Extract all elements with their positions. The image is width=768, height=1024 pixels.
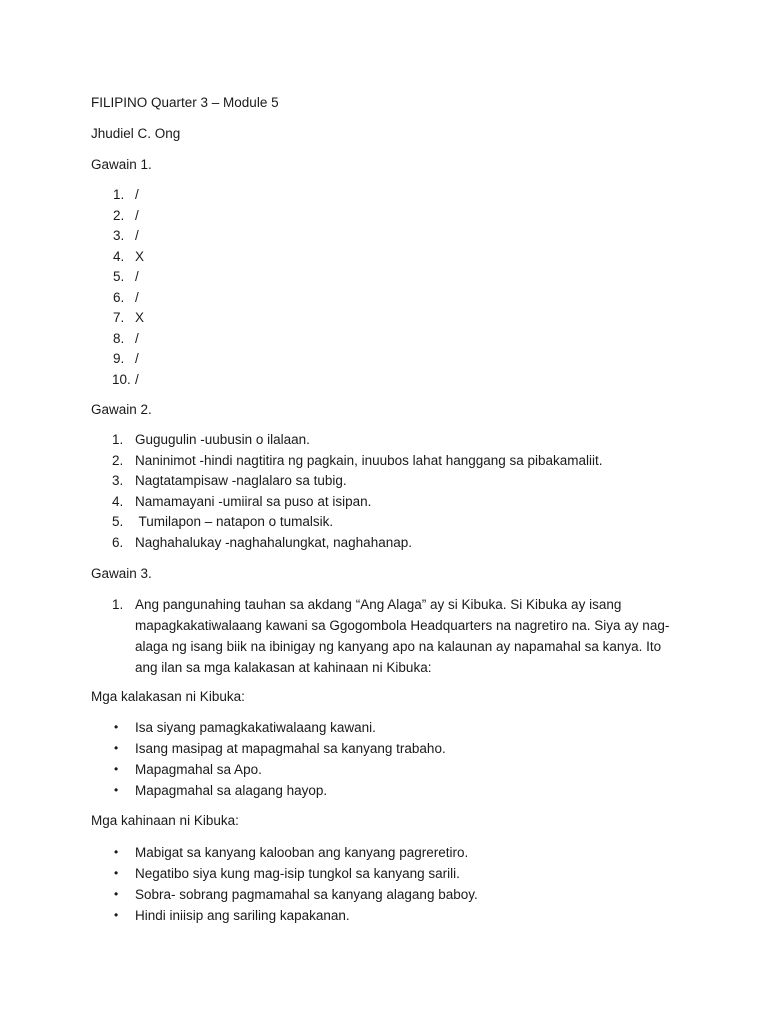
- list-item: 8. /: [113, 330, 139, 346]
- document-title: FILIPINO Quarter 3 – Module 5: [91, 95, 279, 110]
- list-item: 1. /: [113, 187, 139, 202]
- kahinaan-heading: Mga kahinaan ni Kibuka:: [91, 813, 239, 828]
- gawain3-list: [91, 594, 685, 678]
- list-item: 2. Naninimot -hindi nagtitira ng pagkain, inuubos lahat hanggang sa pibakamaliit.: [112, 452, 603, 468]
- list-item: 6. Naghahalukay -naghahalungkat, naghahanap.: [112, 534, 412, 550]
- list-item: • Negatibo siya kung mag-isip tungkol sa kanyang sarili.: [114, 866, 460, 881]
- kalakasan-list: [91, 717, 446, 801]
- list-item: 4. Namamayani -umiiral sa puso at isipan.: [112, 493, 372, 509]
- kahinaan-list: [91, 842, 478, 926]
- list-item: 4. X: [113, 248, 145, 264]
- list-item: 1. Gugugulin -uubusin o ilalaan.: [112, 432, 310, 447]
- gawain2-heading: Gawain 2.: [91, 402, 152, 417]
- list-item: • Mabigat sa kanyang kalooban ang kanyang pagreretiro.: [114, 845, 469, 860]
- list-item: 1. Ang pangunahing tauhan sa akdang “Ang Alaga” ay si Kibuka. Si Kibuka ay isang mapagkakatiwalaang kawani sa Ggogombola Headquarters na nagretiro na. Siya ay nag-alaga ng isang biik na ibinigay ng kanyang apo na kalaunan ay napamahal sa kanya. Ito ang ilan sa mga kalakasan at kahinaan ni Kibuka:: [112, 597, 670, 675]
- list-item: 6. /: [113, 289, 139, 305]
- gawain3-heading: Gawain 3.: [91, 566, 152, 581]
- list-item: • Isang masipag at mapagmahal sa kanyang trabaho.: [114, 741, 446, 756]
- list-item: 5. /: [113, 269, 139, 284]
- list-item: • Sobra- sobrang pagmamahal sa kanyang alagang baboy.: [114, 887, 478, 902]
- list-item: • Mapagmahal sa Apo.: [114, 762, 262, 777]
- list-item: 3. /: [113, 228, 139, 243]
- list-item: 7. X: [113, 310, 145, 325]
- list-item: 5. Tumilapon – natapon o tumalsik.: [112, 514, 334, 529]
- gawain1-list: [91, 185, 144, 390]
- gawain1-heading: Gawain 1.: [91, 157, 152, 172]
- list-item: • Hindi iniisip ang sariling kapakanan.: [114, 908, 350, 923]
- list-item: 3. Nagtatampisaw -naglalaro sa tubig.: [112, 473, 347, 488]
- kalakasan-heading: Mga kalakasan ni Kibuka:: [91, 689, 245, 704]
- list-item: • Mapagmahal sa alagang hayop.: [114, 783, 328, 798]
- list-item: 2. /: [113, 207, 139, 223]
- list-item: 10. /: [112, 371, 139, 387]
- author-name: Jhudiel C. Ong: [91, 126, 181, 141]
- list-item: 9. /: [113, 351, 139, 366]
- list-item: • Isa siyang pamagkakatiwalaang kawani.: [114, 720, 376, 735]
- gawain2-list: [91, 430, 603, 553]
